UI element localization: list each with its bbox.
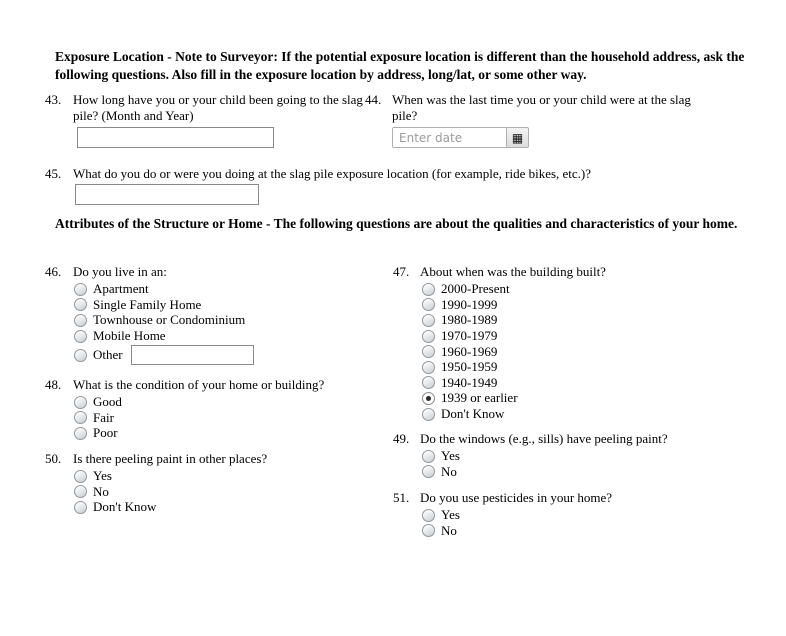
radio-icon[interactable] — [74, 330, 87, 343]
radio-icon[interactable] — [422, 330, 435, 343]
radio-icon[interactable] — [74, 283, 87, 296]
q46-option-mobile-home[interactable]: Mobile Home — [74, 328, 375, 344]
q44-date-input[interactable] — [393, 128, 506, 147]
radio-icon[interactable] — [74, 298, 87, 311]
radio-icon[interactable] — [74, 411, 87, 424]
radio-icon[interactable] — [74, 396, 87, 409]
radio-icon[interactable] — [422, 392, 435, 405]
q49-option-yes[interactable]: Yes — [422, 449, 743, 465]
section-header-exposure: Exposure Location - Note to Surveyor: If the potential exposure location is different than the household address, ask the following questions. Also fill in the exposure location by address, long/lat, or some other way. — [55, 49, 745, 82]
q46-option-townhouse-or-condominium[interactable]: Townhouse or Condominium — [74, 313, 375, 329]
q48-number: 48. — [45, 377, 62, 392]
q44-calendar-button[interactable] — [506, 128, 528, 147]
radio-icon[interactable] — [422, 298, 435, 311]
calendar-icon: ▦ — [511, 130, 524, 145]
radio-icon[interactable] — [422, 524, 435, 537]
question-44 — [365, 92, 695, 148]
q50-option-yes[interactable]: Yes — [74, 469, 385, 485]
q47-option-1960-1969[interactable]: 1960-1969 — [422, 344, 733, 360]
q47-number: 47. — [393, 264, 410, 279]
q50-options — [74, 469, 385, 516]
q43-number: 43. — [45, 92, 62, 107]
q47-option-2000-present[interactable]: 2000-Present — [422, 282, 733, 298]
radio-icon[interactable] — [74, 349, 87, 362]
q43-input[interactable] — [77, 127, 274, 148]
radio-icon[interactable] — [74, 470, 87, 483]
radio-icon[interactable] — [422, 408, 435, 421]
radio-icon[interactable] — [422, 345, 435, 358]
radio-icon[interactable] — [422, 509, 435, 522]
question-45 — [45, 166, 765, 205]
q47-option-dont-know[interactable]: Don't Know — [422, 406, 733, 422]
q48-option-poor[interactable]: Poor — [74, 426, 385, 442]
q45-text: What do you do or were you doing at the slag pile exposure location (for example, ride bikes, etc.)? — [73, 166, 592, 181]
q46-other-input[interactable] — [131, 345, 254, 365]
q50-option-dont-know[interactable]: Don't Know — [74, 500, 385, 516]
radio-icon[interactable] — [422, 450, 435, 463]
q45-number: 45. — [45, 166, 62, 181]
radio-icon[interactable] — [422, 361, 435, 374]
q46-options — [74, 282, 375, 366]
q50-number: 50. — [45, 451, 62, 466]
q47-option-1980-1989[interactable]: 1980-1989 — [422, 313, 733, 329]
radio-icon[interactable] — [74, 501, 87, 514]
q51-number: 51. — [393, 490, 410, 505]
q45-input[interactable] — [75, 184, 259, 205]
q44-date-group — [392, 127, 529, 148]
radio-icon[interactable] — [422, 376, 435, 389]
radio-icon[interactable] — [74, 427, 87, 440]
q47-option-1970-1979[interactable]: 1970-1979 — [422, 328, 733, 344]
q46-number: 46. — [45, 264, 62, 279]
q49-text: Do the windows (e.g., sills) have peeling paint? — [420, 431, 668, 446]
q47-option-1950-1959[interactable]: 1950-1959 — [422, 359, 733, 375]
q46-option-apartment[interactable]: Apartment — [74, 282, 375, 298]
q51-options — [422, 508, 743, 539]
question-49 — [393, 431, 743, 480]
q48-options — [74, 395, 385, 442]
q51-option-yes[interactable]: Yes — [422, 508, 743, 524]
q43-text: How long have you or your child been going to the slag pile? (Month and Year) — [73, 92, 363, 123]
section-header-attributes: Attributes of the Structure or Home - The following questions are about the qualities and characteristics of your home. — [55, 216, 738, 231]
q51-option-no[interactable]: No — [422, 523, 743, 539]
radio-icon[interactable] — [422, 314, 435, 327]
q48-text: What is the condition of your home or building? — [73, 377, 325, 392]
question-46 — [45, 264, 375, 366]
q47-option-1990-1999[interactable]: 1990-1999 — [422, 297, 733, 313]
radio-icon[interactable] — [422, 465, 435, 478]
q46-option-other[interactable]: Other — [74, 345, 375, 366]
q48-option-good[interactable]: Good — [74, 395, 385, 411]
q46-option-single-family-home[interactable]: Single Family Home — [74, 297, 375, 313]
q51-text: Do you use pesticides in your home? — [420, 490, 613, 505]
question-43 — [45, 92, 380, 148]
q47-option-1939-or-earlier[interactable]: 1939 or earlier — [422, 391, 733, 407]
radio-icon[interactable] — [422, 283, 435, 296]
q44-number: 44. — [365, 92, 382, 107]
q47-text: About when was the building built? — [420, 264, 606, 279]
q46-text: Do you live in an: — [73, 264, 167, 279]
question-47 — [393, 264, 733, 422]
q49-options — [422, 449, 743, 480]
q47-options — [422, 282, 733, 422]
q47-option-1940-1949[interactable]: 1940-1949 — [422, 375, 733, 391]
q44-text: When was the last time you or your child were at the slag pile? — [392, 92, 691, 123]
radio-icon[interactable] — [74, 314, 87, 327]
q48-option-fair[interactable]: Fair — [74, 410, 385, 426]
q49-number: 49. — [393, 431, 410, 446]
question-50 — [45, 451, 385, 515]
q50-text: Is there peeling paint in other places? — [73, 451, 268, 466]
radio-icon[interactable] — [74, 485, 87, 498]
q50-option-no[interactable]: No — [74, 484, 385, 500]
question-51 — [393, 490, 743, 539]
question-48 — [45, 377, 385, 441]
q49-option-no[interactable]: No — [422, 464, 743, 480]
